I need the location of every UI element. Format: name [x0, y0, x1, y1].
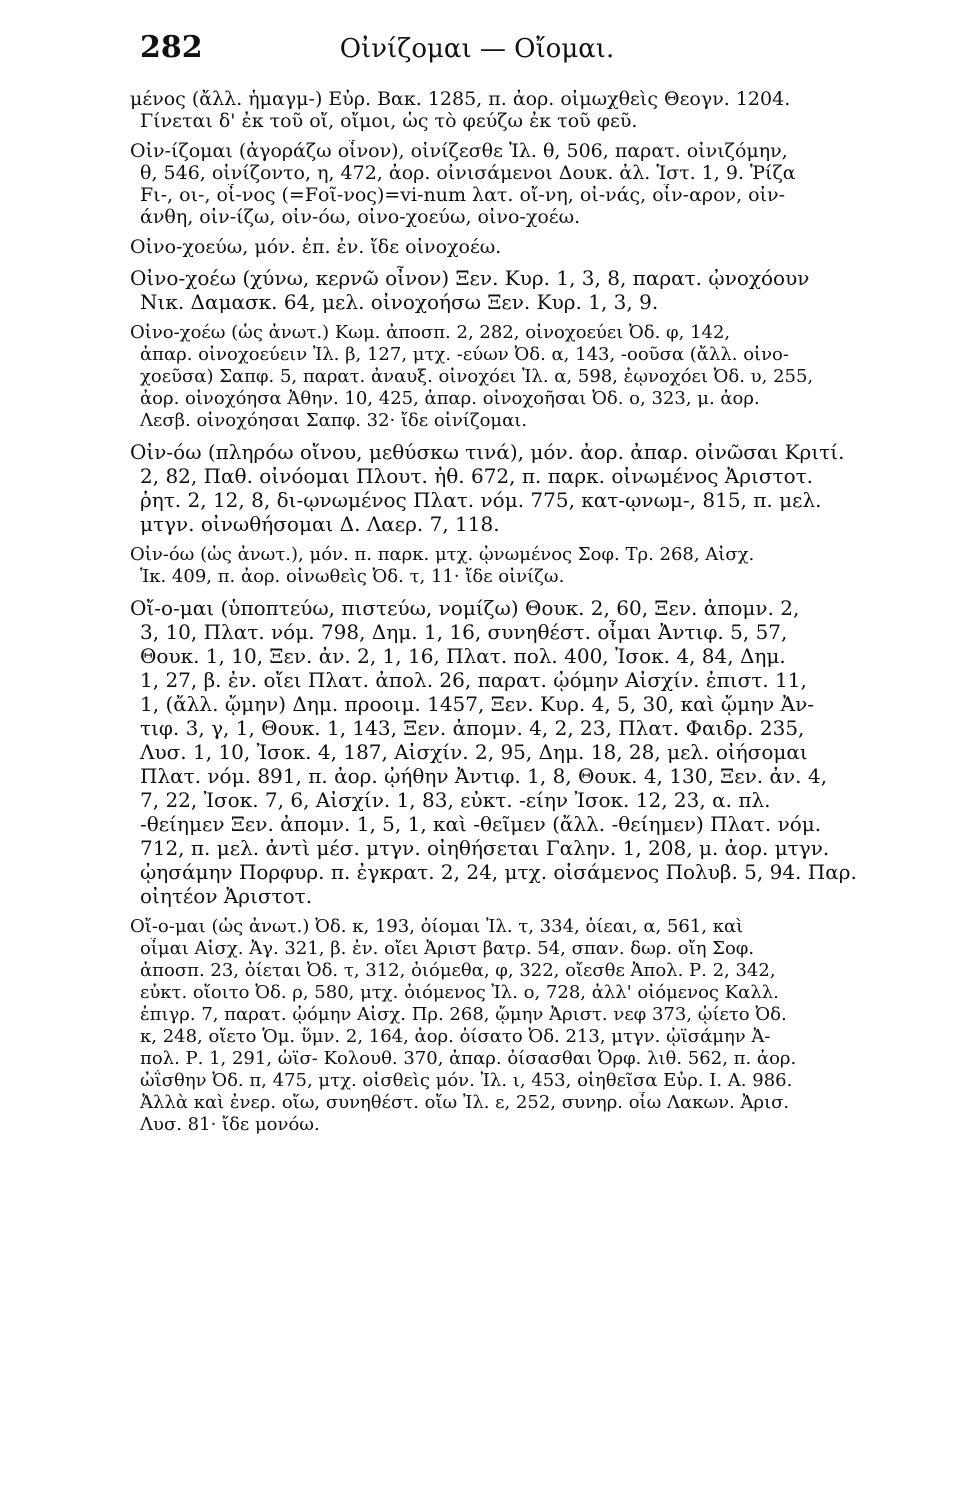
entry-text-line: άνθη, οἰν-ίζω, οἰν-όω, οἰνο-χοεύω, οἰνο-χοέω. [140, 206, 581, 228]
entry-text-line: Λυσ. 81· ἴδε μονόω. [140, 1114, 320, 1135]
dictionary-entry [130, 596, 925, 908]
entry-headline: Οἴ-ο-μαι (ὑποπτεύω, πιστεύω, νομίζω) Θουκ. 2, 60, Ξεν. ἀπομν. 2, [130, 596, 800, 620]
entry-headline: Οἰνο-χοεύω, μόν. ἐπ. ἐν. ἴδε οἰνοχοέω. [130, 236, 502, 258]
entry-text-line: ῥητ. 2, 12, 8, δι-ῳνωμένος Πλατ. νόμ. 775, κατ-ῳνωμ-, 815, π. μελ. [140, 488, 822, 512]
entry-text-line: Ἀλλὰ καὶ ἐνερ. οἴω, συνηθέστ. οἴω Ἰλ. ε, 252, συνηρ. οἶω Λακων. Ἀρισ. [140, 1092, 790, 1113]
entry-text-line: Ἱκ. 409, π. ἀορ. οἰνωθεὶς Ὀδ. τ, 11· ἴδε οἰνίζω. [140, 566, 565, 587]
entry-text-line: Λεσβ. οἰνοχόησαι Σαπφ. 32· ἴδε οἰνίζομαι. [140, 410, 528, 431]
dictionary-entry [130, 916, 925, 1136]
entry-text-line: 712, π. μελ. ἀντὶ μέσ. μτγν. οἰηθήσεται Γαλην. 1, 208, μ. ἀορ. μτγν. [140, 836, 830, 860]
entry-text-line: ὠΐσθην Ὀδ. π, 475, μτχ. οἰσθεὶς μόν. Ἰλ. ι, 453, οἰηθεῖσα Εὐρ. Ι. Α. 986. [140, 1070, 793, 1091]
entry-headline: Οἰνο-χοέω (ὡς ἀνωτ.) Κωμ. ἀποσπ. 2, 282, οἰνοχοεύει Ὀδ. φ, 142, [130, 322, 731, 343]
dictionary-entry [130, 140, 925, 228]
running-title: Οἰνίζομαι — Οἴομαι. [339, 34, 615, 64]
entry-headline: Οἴ-ο-μαι (ὡς ἀνωτ.) Ὀδ. κ, 193, ὀίομαι Ἰλ. τ, 334, ὀίεαι, α, 561, καὶ [130, 916, 744, 937]
entry-text-line: κ, 248, οἴετο Ὁμ. ὕμν. 2, 164, ἀορ. ὀίσατο Ὀδ. 213, μτγν. ᾠϊσάμην Ἀ- [140, 1026, 771, 1047]
entry-headline: Οἰνο-χοέω (χύνω, κερνῶ οἶνον) Ξεν. Κυρ. 1, 3, 8, παρατ. ᾠνοχόουν [130, 266, 810, 290]
entry-text-line: οἰητέον Ἀριστοτ. [140, 884, 313, 908]
entry-text-line: 7, 22, Ἰσοκ. 7, 6, Αἰσχίν. 1, 83, εὐκτ. -είην Ἰσοκ. 12, 23, α. πλ. [140, 788, 771, 812]
entry-text-line: μτγν. οἰνωθήσομαι Δ. Λαερ. 7, 118. [140, 512, 500, 536]
entry-text-line: -θείημεν Ξεν. ἀπομν. 1, 5, 1, καὶ -θεῖμεν (ἄλλ. -θείημεν) Πλατ. νόμ. [140, 812, 822, 836]
entry-text-line: εὐκτ. οἴοιτο Ὀδ. ρ, 580, μτχ. ὀιόμενος Ἰλ. ο, 728, ἀλλ' οἰόμενος Καλλ. [140, 982, 779, 1003]
dictionary-entry [130, 322, 925, 432]
entry-text-line: Fι-, οι-, οἶ-νος (=Fοῖ-νος)=vi-num λατ. οἴ-νη, οἰ-νάς, οἶν-αρον, οἰν- [140, 184, 786, 206]
entry-text-line: 2, 82, Παθ. οἰνόομαι Πλουτ. ἠθ. 672, π. παρκ. οἰνωμένος Ἀριστοτ. [140, 464, 814, 488]
entry-text-line: ᾠησάμην Πορφυρ. π. ἐγκρατ. 2, 24, μτχ. οἰσάμενος Πολυβ. 5, 94. Παρ. [140, 860, 857, 884]
entry-text-line: Νικ. Δαμασκ. 64, μελ. οἰνοχοήσω Ξεν. Κυρ. 1, 3, 9. [140, 290, 659, 314]
dictionary-entry [130, 440, 925, 536]
entry-text-line: ἀποσπ. 23, ὀίεται Ὀδ. τ, 312, ὀιόμεθα, φ, 322, οἴεσθε Ἀπολ. Ρ. 2, 342, [140, 960, 776, 981]
entry-headline: μένος (ἄλλ. ἡμαγμ-) Εὐρ. Βακ. 1285, π. ἀορ. οἰμωχθεὶς Θεογν. 1204. [130, 88, 791, 110]
entry-text-line: οἶμαι Αἰσχ. Ἀγ. 321, β. ἐν. οἴει Ἀριστ βατρ. 54, σπαν. δωρ. οἴη Σοφ. [140, 938, 755, 959]
dictionary-entry [130, 88, 925, 132]
entry-headline: Οἰν-όω (πληρόω οἴνου, μεθύσκω τινά), μόν. ἀορ. ἀπαρ. οἰνῶσαι Κριτί. [130, 440, 845, 464]
entry-text-line: Πλατ. νόμ. 891, π. ἀορ. ᾠήθην Ἀντιφ. 1, 8, Θουκ. 4, 130, Ξεν. ἀν. 4, [140, 764, 827, 788]
entry-text-line: 1, 27, β. ἐν. οἴει Πλατ. ἀπολ. 26, παρατ. ᾠόμην Αἰσχίν. ἐπιστ. 11, [140, 668, 807, 692]
entry-text-line: πολ. Ρ. 1, 291, ὠϊσ- Κολουθ. 370, ἀπαρ. ὀίσασθαι Ὀρφ. λιθ. 562, π. ἀορ. [140, 1048, 797, 1069]
entry-headline: Οἰν-όω (ὡς ἀνωτ.), μόν. π. παρκ. μτχ. ᾠνωμένος Σοφ. Τρ. 268, Αἰσχ. [130, 544, 755, 565]
dictionary-entry [130, 544, 925, 588]
entry-text-line: ἀορ. οἰνοχόησα Ἀθην. 10, 425, ἀπαρ. οἰνοχοῆσαι Ὀδ. ο, 323, μ. ἀορ. [140, 388, 760, 409]
dictionary-body [130, 88, 925, 1144]
dictionary-entry [130, 236, 925, 258]
entry-text-line: ἐπιγρ. 7, παρατ. ᾠόμην Αἰσχ. Πρ. 268, ᾤμην Ἀριστ. νεφ 373, ᾠίετο Ὀδ. [140, 1004, 787, 1025]
entry-text-line: τιφ. 3, γ, 1, Θουκ. 1, 143, Ξεν. ἀπομν. 4, 2, 23, Πλατ. Φαιδρ. 235, [140, 716, 805, 740]
entry-text-line: χοεῦσα) Σαπφ. 5, παρατ. ἀναυξ. οἰνοχόει Ἰλ. α, 598, ἐῳνοχόει Ὀδ. υ, 255, [140, 366, 814, 387]
entry-headline: Οἰν-ίζομαι (ἀγοράζω οἶνον), οἰνίζεσθε Ἰλ. θ, 506, παρατ. οἰνιζόμην, [130, 140, 788, 162]
entry-text-line: Γίνεται δ' ἐκ τοῦ οἴ, οἴμοι, ὡς τὸ φεύζω ἐκ τοῦ φεῦ. [140, 110, 638, 132]
page-number: 282 [140, 30, 203, 65]
entry-text-line: 1, (ἄλλ. ᾤμην) Δημ. προοιμ. 1457, Ξεν. Κυρ. 4, 5, 30, καὶ ᾤμην Ἀν- [140, 692, 815, 716]
page-header [0, 30, 954, 80]
entry-text-line: θ, 546, οἰνίζοντο, η, 472, ἀορ. οἰνισάμενοι Δουκ. ἀλ. Ἱστ. 1, 9. Ῥίζα [140, 162, 796, 184]
entry-text-line: ἀπαρ. οἰνοχοεύειν Ἰλ. β, 127, μτχ. -εύων Ὀδ. α, 143, -οοῦσα (ἄλλ. οἰνο- [140, 344, 789, 365]
dictionary-entry [130, 266, 925, 314]
entry-text-line: Λυσ. 1, 10, Ἰσοκ. 4, 187, Αἰσχίν. 2, 95, Δημ. 18, 28, μελ. οἰήσομαι [140, 740, 808, 764]
entry-text-line: Θουκ. 1, 10, Ξεν. ἀν. 2, 1, 16, Πλατ. πολ. 400, Ἰσοκ. 4, 84, Δημ. [140, 644, 786, 668]
entry-text-line: 3, 10, Πλατ. νόμ. 798, Δημ. 1, 16, συνηθέστ. οἶμαι Ἀντιφ. 5, 57, [140, 620, 788, 644]
